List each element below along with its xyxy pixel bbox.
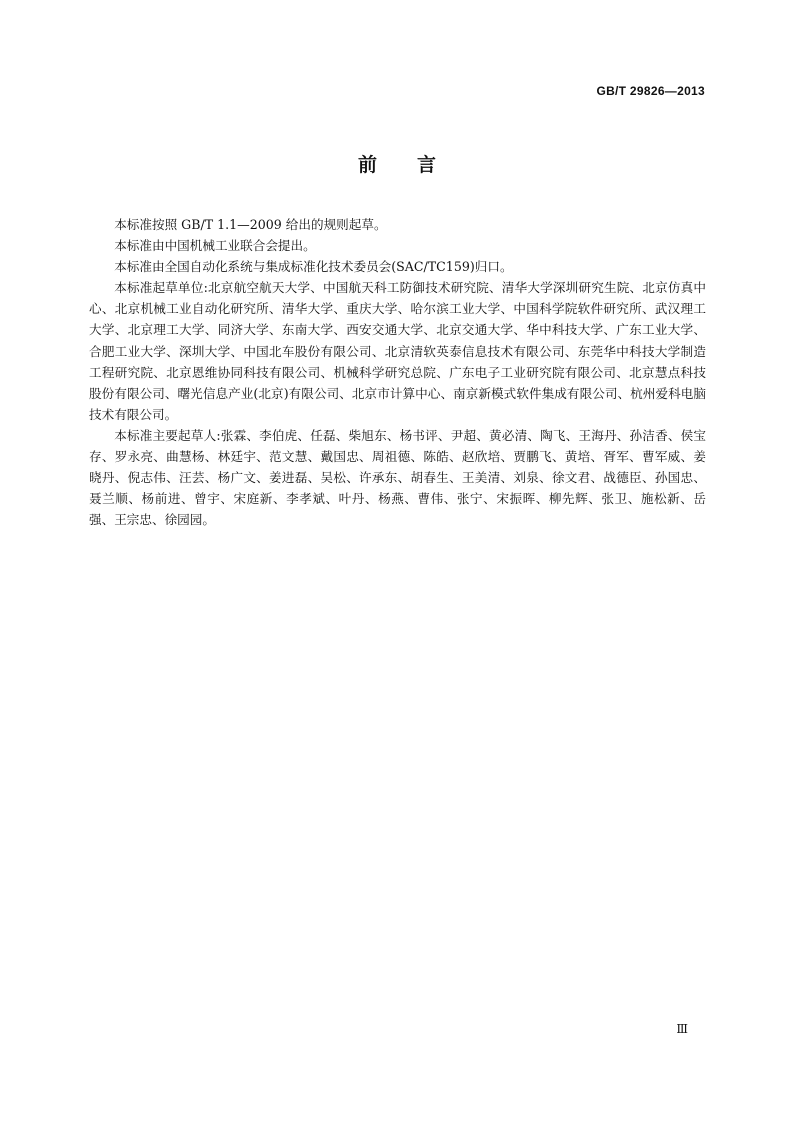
paragraph-drafting-rules: 本标准按照 GB/T 1.1—2009 给出的规则起草。 [114, 217, 387, 232]
foreword-body [89, 214, 706, 530]
page-title: 前言 [357, 154, 476, 176]
paragraph-drafting-units: 本标准起草单位:北京航空航天大学、中国航天科工防御技术研究院、清华大学深圳研究生院、北京仿真中心、北京机械工业自动化研究所、清华大学、重庆大学、哈尔滨工业大学、中国科学院软件研究所、武汉理工大学、北京理工大学、同济大学、东南大学、西安交通大学、北京交通大学、华中科技大学、广东工业大学、合肥工业大学、深圳大学、中国北车股份有限公司、北京清软英泰信息技术有限公司、东莞华中科技大学制造工程研究院、北京恩维协同科技有限公司、机械科学研究总院、广东电子工业研究院有限公司、北京慧点科技股份有限公司、曙光信息产业(北京)有限公司、北京市计算中心、南京新模式软件集成有限公司、杭州爱科电脑技术有限公司。 [89, 280, 706, 422]
standard-number: GB/T 29826—2013 [596, 84, 705, 98]
paragraph-drafters: 本标准主要起草人:张霖、李伯虎、任磊、柴旭东、杨书评、尹超、黄必清、陶飞、王海丹、孙洁香、侯宝存、罗永亮、曲慧杨、林廷宇、范文慧、戴国忠、周祖德、陈皓、赵欣培、贾鹏飞、黄培、胥军、曹军威、姜晓丹、倪志伟、汪芸、杨广文、姜进磊、吴松、许承东、胡春生、王美清、刘泉、徐文君、战德臣、孙国忠、聂兰顺、杨前进、曾宇、宋庭新、李孝斌、叶丹、杨燕、曹伟、张宁、宋振晖、柳先辉、张卫、施松新、岳强、王宗忠、徐园园。 [89, 427, 706, 528]
page-number: Ⅲ [676, 1022, 688, 1036]
paragraph-administrator: 本标准由全国自动化系统与集成标准化技术委员会(SAC/TC159)归口。 [114, 259, 513, 275]
paragraph-proposer: 本标准由中国机械工业联合会提出。 [114, 238, 316, 254]
